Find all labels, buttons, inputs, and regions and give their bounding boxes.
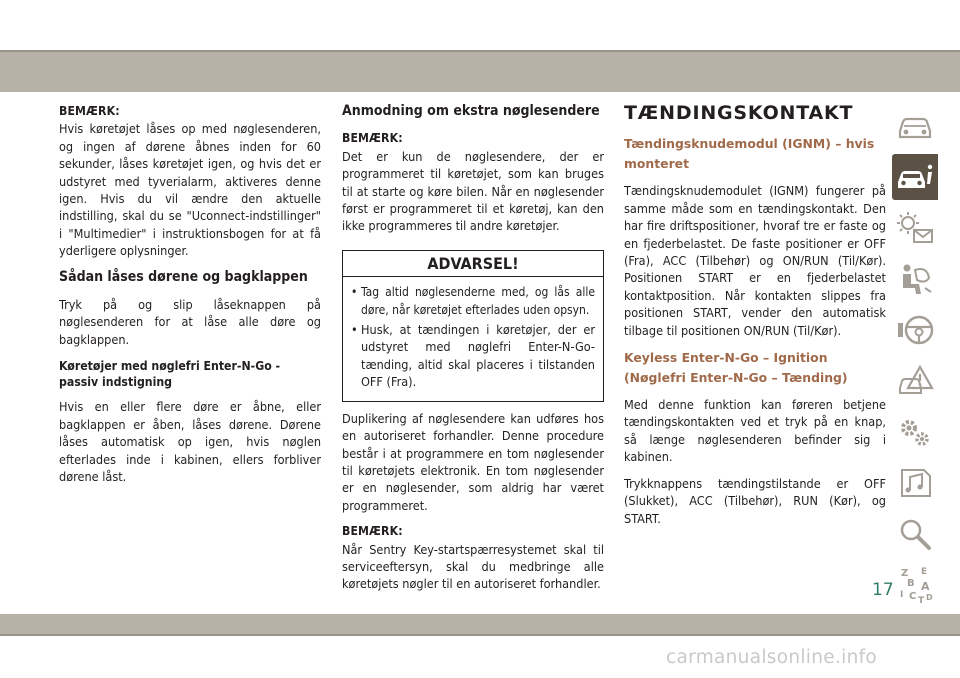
note-heading: BEMÆRK: — [59, 104, 120, 118]
airbag-seat-icon — [897, 262, 933, 296]
svg-text:C: C — [909, 591, 917, 602]
svg-text:B: B — [907, 578, 915, 589]
note-text: Det er kun de nøglesendere, der er programmeret til køretøjet, som kan bruges til at starte og køre bilen. Når en nøglesender først er programmeret til et køretøj, kan den ikke programmeres til andre køretøjer. — [342, 148, 604, 234]
svg-text:I: I — [900, 590, 904, 600]
note-text: Når Sentry Key-startspærresystemet skal til serviceeftersyn, skal du medbringe alle køretøjets nøgler til en autoriseret forhandler. — [342, 541, 604, 592]
svg-text:E: E — [921, 567, 928, 577]
subsection-text: Hvis en eller flere døre er åbne, eller bagklappen er åben, låses dørene. Dørene låses automatisk op igen, hvis nøglen efterlades inde i kabinen, ellers forbliver dørene låst. — [59, 399, 321, 484]
steering-wheel-icon — [896, 313, 934, 347]
body-text: Duplikering af nøglesendere kan udføres hos en autoriseret forhandler. Denne procedure består i at programmere en tom nøglesender til køretøjets elektronik. En tom nøglesender er en nøglesender, som aldrig har været programmeret. — [342, 410, 604, 513]
header-band — [0, 50, 960, 92]
bullet-icon: • — [351, 322, 358, 338]
note-heading: BEMÆRK: — [342, 524, 403, 539]
tab-steering[interactable] — [892, 307, 938, 353]
tab-multimedia[interactable] — [892, 460, 938, 506]
bullet-icon: • — [351, 285, 358, 300]
tab-airbag-seat[interactable] — [892, 256, 938, 302]
chapter-tabs — [892, 103, 938, 613]
tab-car-info[interactable] — [892, 154, 938, 200]
note-heading: BEMÆRK: — [342, 131, 403, 146]
page-title: TÆNDINGSKONTAKT — [624, 102, 854, 124]
warning-box — [342, 250, 604, 402]
svg-text:A: A — [921, 580, 930, 593]
car-front-icon — [896, 111, 934, 141]
tab-car-front[interactable] — [892, 103, 938, 149]
magnifier-search-icon — [897, 517, 933, 551]
multimedia-icon — [896, 466, 934, 500]
gears-service-icon — [896, 415, 934, 449]
car-info-icon — [895, 162, 935, 192]
body-text: Trykknappens tændingstilstande er OFF (Slukket), ACC (Tilbehør), RUN (Kør), og START. — [624, 475, 886, 526]
subsection-heading: Tændingsknudemodul (IGNM) – hvis monteret — [624, 136, 875, 172]
dashboard-warning-lights-icon — [896, 211, 934, 245]
tab-emergency[interactable] — [892, 358, 938, 404]
column-1 — [59, 103, 321, 485]
page-number: 17 — [872, 580, 894, 600]
tab-service[interactable] — [892, 409, 938, 455]
svg-text:D: D — [926, 593, 933, 602]
column-3 — [624, 103, 886, 527]
warning-item-text: Husk, at tændingen i køretøjer, der er udstyret med nøglefri Enter-N-Go-tænding, altid skal placeres i tilstanden OFF (Fra). — [361, 322, 595, 390]
body-text: Tændingsknudemodulet (IGNM) fungerer på samme måde som en tændingskontakt. Den har fire driftspositioner, hvoraf tre er faste og en fjederbelastet. De faste positioner er OFF (Fra), ACC (Tilbehør) og ON/RUN (Til/Kør). Positionen START er en fjederbelastet kontaktposition. Når kontakten slippes fra positionen START, vender den automatisk tilbage til positionen ON/RUN (Til/Kør). — [624, 183, 886, 338]
section-heading: Anmodning om ekstra nøglesendere — [342, 103, 600, 119]
index-letters-icon — [896, 565, 934, 605]
warning-title: ADVARSEL! — [343, 251, 603, 277]
subsection-heading: Keyless Enter-N-Go – Ignition (Nøglefri Enter-N-Go – Tænding) — [624, 350, 848, 386]
warning-triangle-car-icon — [896, 364, 934, 398]
warning-item — [351, 284, 595, 319]
section-text: Tryk på og slip låseknappen på nøglesenderen for at låse alle døre og bagklappen. — [59, 297, 321, 347]
tab-search[interactable] — [892, 511, 938, 557]
body-text: Med denne funktion kan føreren betjene tændingskontakten ved et tryk på en knap, så længe nøglesenderen befinder sig i kabinen. — [624, 397, 886, 465]
watermark: carmanualsonline.info — [666, 647, 878, 668]
note-text: Hvis køretøjet låses op med nøglesenderen, og ingen af dørene åbnes inden for 60 sekunder, låses køretøjet igen, og hvis det er udstyret med tyverialarm, aktiveres denne igen. Hvis du vil ændre den aktuelle indstilling, skal du se "Uconnect-indstillinger" i "Multimedier" i instruktionsbogen for at få yderligere oplysninger. — [59, 121, 321, 259]
warning-item — [351, 321, 595, 391]
tab-dashboard-lights[interactable] — [892, 205, 938, 251]
svg-text:Z: Z — [901, 568, 909, 579]
svg-text:T: T — [918, 596, 925, 605]
tab-index[interactable] — [892, 562, 938, 608]
subsection-heading: Køretøjer med nøglefri Enter-N-Go - passiv indstigning — [59, 359, 281, 390]
footer-band — [0, 614, 960, 636]
warning-item-text: Tag altid nøglesenderne med, og lås alle døre, når køretøjet efterlades uden opsyn. — [361, 285, 595, 317]
column-2 — [342, 103, 604, 593]
section-heading: Sådan låses dørene og bagklappen — [59, 268, 308, 285]
